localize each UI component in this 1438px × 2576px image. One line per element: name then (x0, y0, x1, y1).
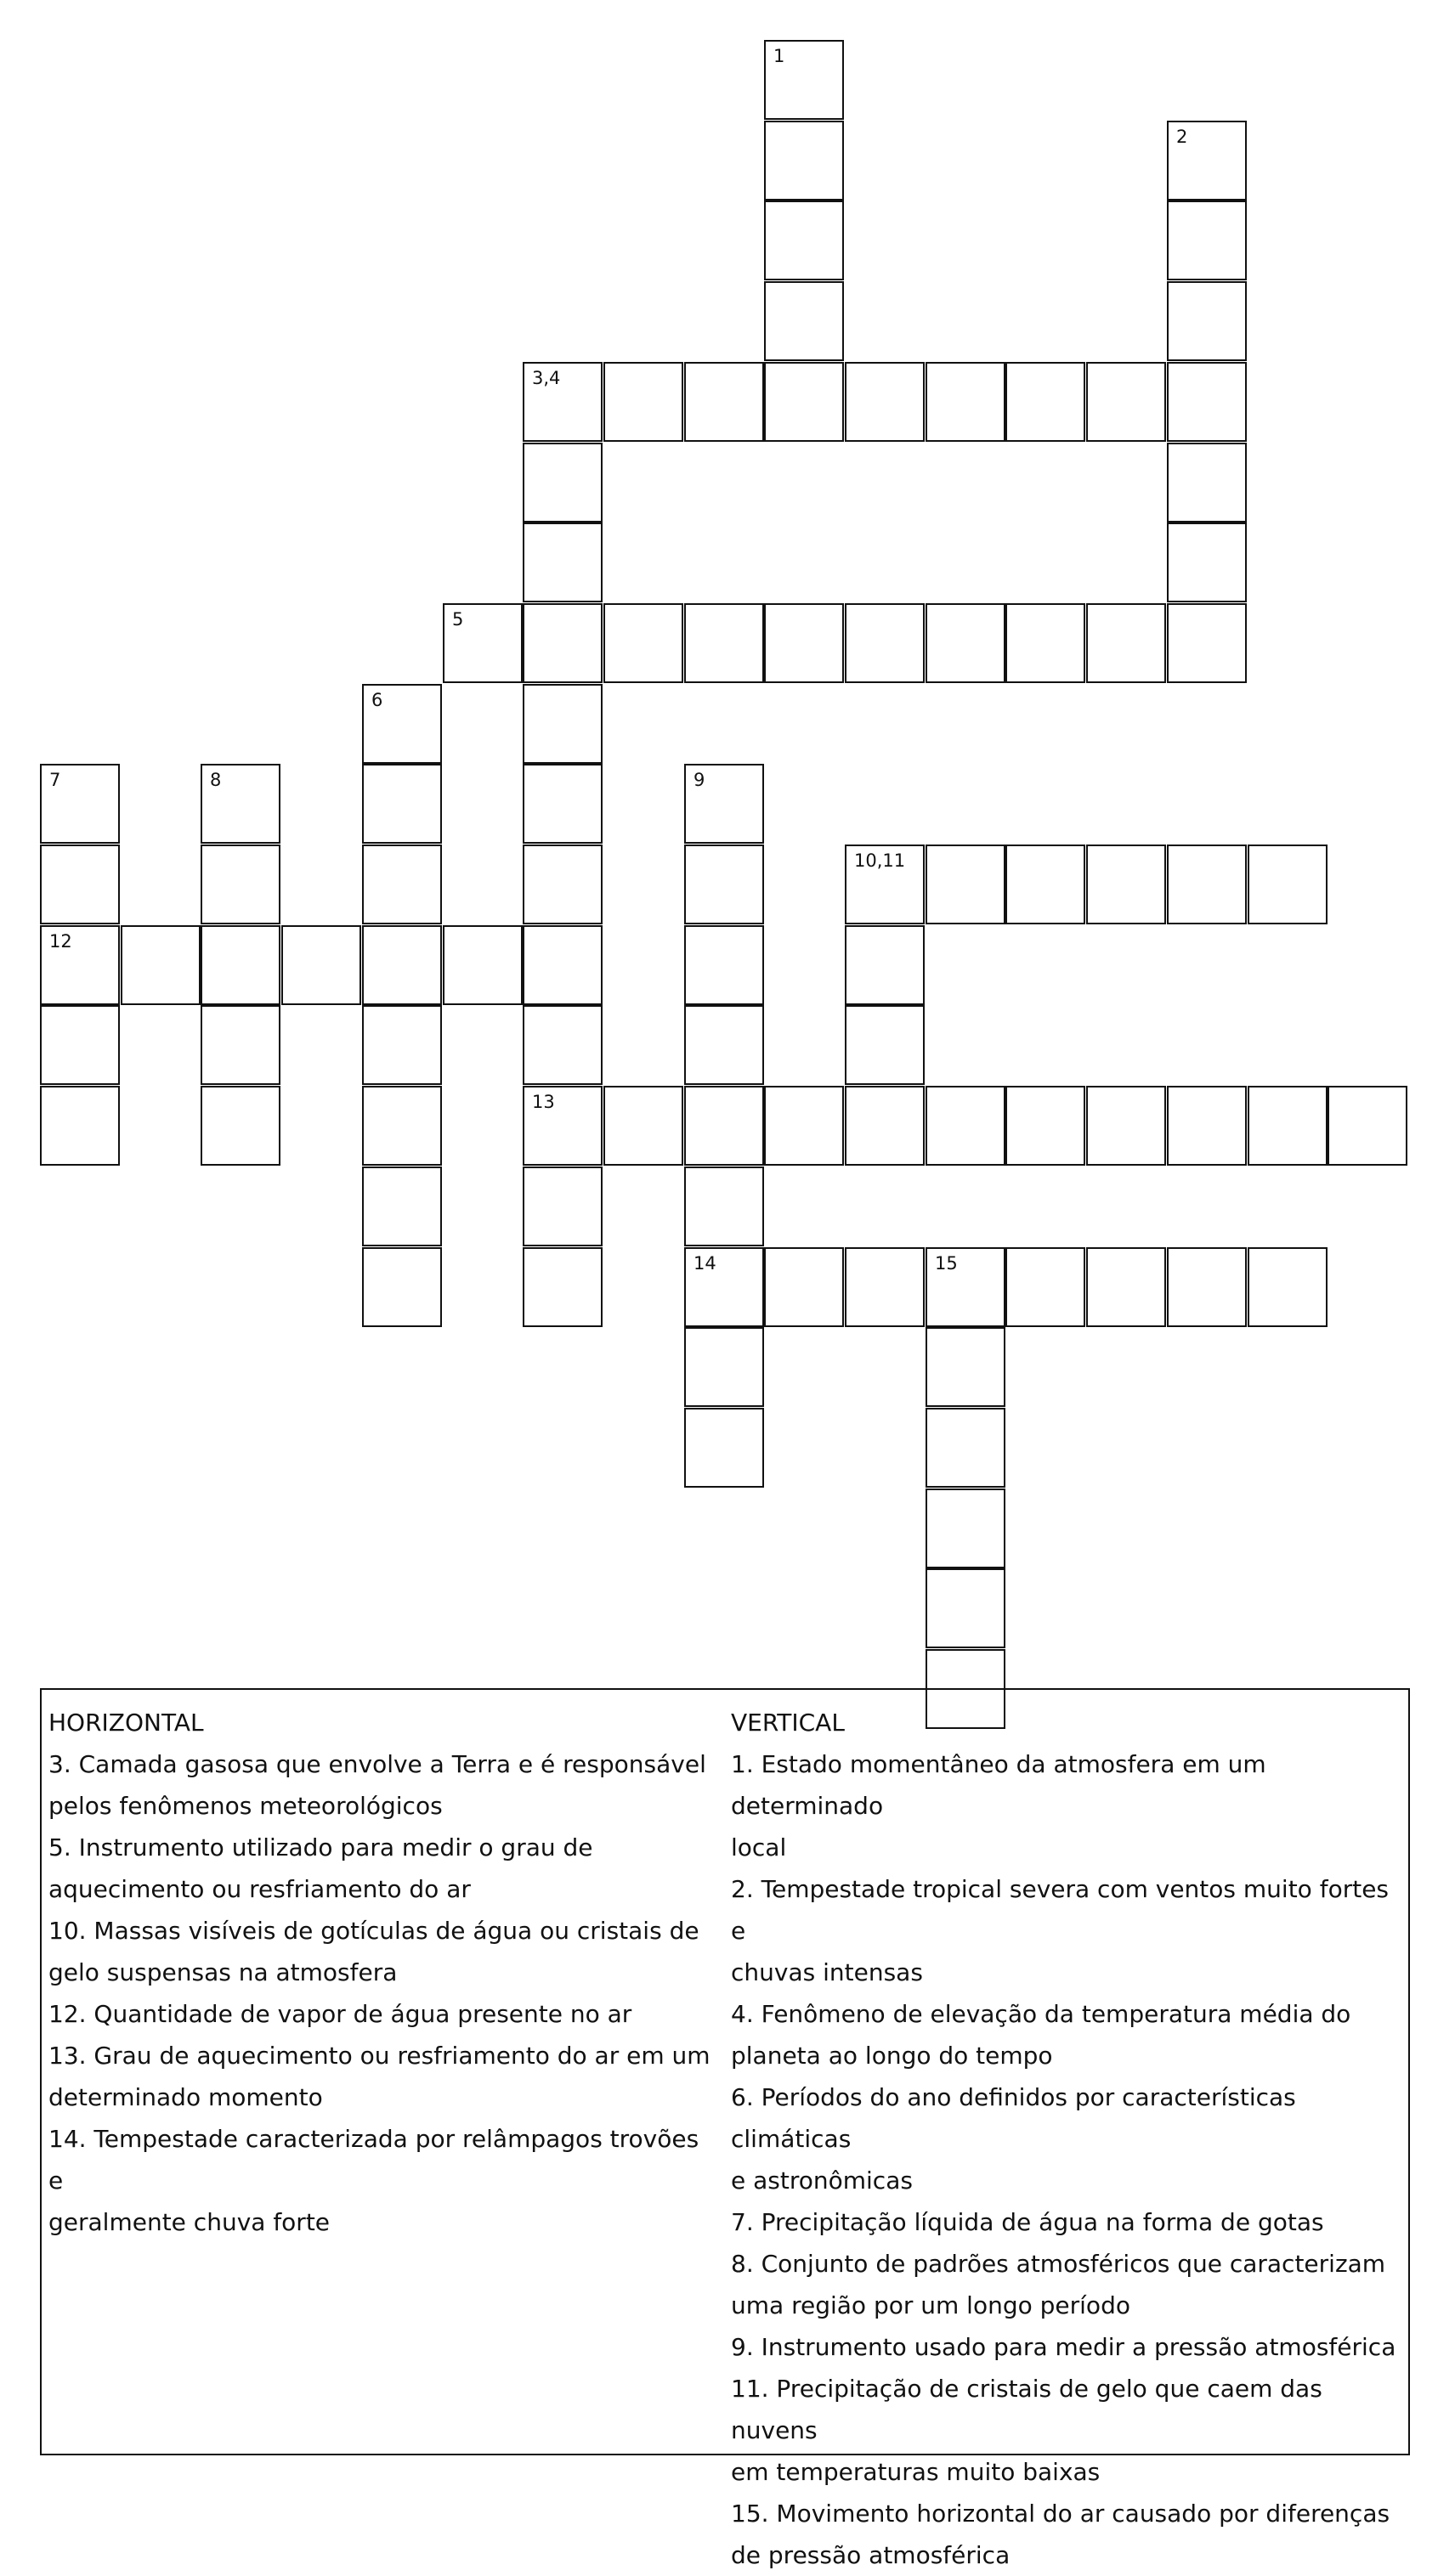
grid-cell[interactable] (523, 523, 603, 602)
horizontal-clues (48, 1702, 720, 2243)
grid-cell[interactable] (1086, 603, 1166, 683)
grid-cell[interactable] (845, 362, 925, 442)
grid-cell[interactable] (603, 362, 683, 442)
grid-cell[interactable] (523, 443, 603, 523)
grid-cell[interactable] (201, 845, 280, 924)
grid-cell[interactable] (40, 1086, 120, 1166)
grid-cell[interactable] (684, 362, 764, 442)
clue-h-3: 3. Camada gasosa que envolve a Terra e é responsável pelos fenômenos meteorológicos (48, 1750, 706, 1820)
grid-cell[interactable] (201, 764, 280, 844)
grid-cell[interactable] (201, 1005, 280, 1085)
clues-box (40, 1688, 1410, 2569)
clue-v-1: 1. Estado momentâneo da atmosfera em um determinado local (731, 1750, 1266, 1861)
grid-cell[interactable] (684, 1086, 764, 1166)
clue-v-2: 2. Tempestade tropical severa com ventos muito fortes e chuvas intensas (731, 1875, 1390, 1986)
clue-v-7: 7. Precipitação líquida de água na forma de gotas (731, 2208, 1324, 2236)
grid-cell[interactable] (684, 925, 764, 1005)
grid-cell[interactable] (926, 845, 1005, 924)
clue-number: 8 (210, 770, 222, 790)
grid-cell[interactable] (684, 1327, 764, 1407)
grid-cell[interactable] (362, 1247, 442, 1327)
clue-v-4: 4. Fenômeno de elevação da temperatura média do planeta ao longo do tempo (731, 2000, 1351, 2070)
clue-number: 5 (452, 609, 464, 630)
grid-cell[interactable] (1086, 1247, 1166, 1327)
grid-cell[interactable] (362, 684, 442, 764)
grid-cell[interactable] (764, 603, 844, 683)
grid-cell[interactable] (926, 603, 1005, 683)
grid-cell[interactable] (1167, 1086, 1247, 1166)
grid-cell[interactable] (1005, 603, 1085, 683)
grid-cell[interactable] (764, 281, 844, 361)
grid-cell[interactable] (684, 764, 764, 844)
grid-cell[interactable] (926, 1489, 1005, 1568)
clue-v-6: 6. Períodos do ano definidos por características climáticas e astronômicas (731, 2083, 1296, 2195)
clue-v-9: 9. Instrumento usado para medir a pressão atmosférica (731, 2333, 1396, 2361)
grid-cell[interactable] (523, 764, 603, 844)
grid-cell[interactable] (1086, 845, 1166, 924)
grid-cell[interactable] (684, 1167, 764, 1246)
grid-cell[interactable] (1248, 1086, 1328, 1166)
clue-h-5: 5. Instrumento utilizado para medir o grau de aquecimento ou resfriamento do ar (48, 1833, 593, 1903)
grid-cell[interactable] (1248, 1247, 1328, 1327)
grid-cell[interactable] (926, 1086, 1005, 1166)
grid-cell[interactable] (40, 764, 120, 844)
grid-cell[interactable] (443, 925, 523, 1005)
horizontal-title: HORIZONTAL (48, 1709, 204, 1737)
grid-cell[interactable] (845, 603, 925, 683)
grid-cell[interactable] (523, 845, 603, 924)
grid-cell[interactable] (1005, 1086, 1085, 1166)
vertical-clues (731, 1702, 1411, 2576)
grid-cell[interactable] (926, 1247, 1005, 1327)
grid-cell[interactable] (201, 925, 280, 1005)
grid-cell[interactable] (1167, 121, 1247, 201)
grid-cell[interactable] (523, 1086, 603, 1166)
clue-number: 1 (773, 46, 785, 66)
clue-number: 10,11 (854, 850, 906, 871)
grid-cell[interactable] (1086, 362, 1166, 442)
clue-v-8: 8. Conjunto de padrões atmosféricos que caracterizam uma região por um longo período (731, 2250, 1386, 2319)
grid-cell[interactable] (1167, 523, 1247, 602)
grid-cell[interactable] (684, 845, 764, 924)
clue-h-12: 12. Quantidade de vapor de água presente no ar (48, 2000, 632, 2028)
grid-cell[interactable] (845, 1086, 925, 1166)
grid-cell[interactable] (362, 1086, 442, 1166)
grid-cell[interactable] (1005, 1247, 1085, 1327)
grid-cell[interactable] (1005, 845, 1085, 924)
grid-cell[interactable] (1167, 1247, 1247, 1327)
grid-cell[interactable] (764, 40, 844, 120)
grid-cell[interactable] (40, 845, 120, 924)
grid-cell[interactable] (845, 1247, 925, 1327)
grid-cell[interactable] (1167, 603, 1247, 683)
grid-cell[interactable] (764, 1247, 844, 1327)
grid-cell[interactable] (523, 1247, 603, 1327)
grid-cell[interactable] (684, 603, 764, 683)
grid-cell[interactable] (845, 845, 925, 924)
clue-h-13: 13. Grau de aquecimento ou resfriamento do ar em um determinado momento (48, 2042, 711, 2111)
grid-cell[interactable] (1167, 362, 1247, 442)
grid-cell[interactable] (764, 1086, 844, 1166)
grid-cell[interactable] (523, 684, 603, 764)
grid-cell[interactable] (523, 1167, 603, 1246)
grid-cell[interactable] (201, 1086, 280, 1166)
grid-cell[interactable] (1005, 362, 1085, 442)
grid-cell[interactable] (362, 845, 442, 924)
grid-cell[interactable] (684, 1247, 764, 1327)
clue-number: 15 (935, 1253, 958, 1274)
clue-number: 2 (1176, 127, 1188, 147)
grid-cell[interactable] (1086, 1086, 1166, 1166)
clue-number: 7 (49, 770, 61, 790)
grid-cell[interactable] (1167, 201, 1247, 280)
grid-cell[interactable] (684, 1005, 764, 1085)
grid-cell[interactable] (764, 362, 844, 442)
clue-v-11: 11. Precipitação de cristais de gelo que caem das nuvens em temperaturas muito baixas (731, 2375, 1322, 2486)
grid-cell[interactable] (845, 925, 925, 1005)
grid-cell[interactable] (523, 1005, 603, 1085)
clue-h-10: 10. Massas visíveis de gotículas de água ou cristais de gelo suspensas na atmosfera (48, 1917, 699, 1986)
grid-cell[interactable] (523, 362, 603, 442)
grid-cell[interactable] (764, 121, 844, 201)
clue-v-15: 15. Movimento horizontal do ar causado por diferenças de pressão atmosférica (731, 2500, 1390, 2569)
grid-cell[interactable] (1167, 845, 1247, 924)
grid-cell[interactable] (362, 1167, 442, 1246)
grid-cell[interactable] (684, 1408, 764, 1488)
clue-number: 13 (532, 1092, 555, 1112)
grid-cell[interactable] (443, 603, 523, 683)
grid-cell[interactable] (603, 1086, 683, 1166)
grid-cell[interactable] (362, 764, 442, 844)
vertical-title: VERTICAL (731, 1709, 845, 1737)
grid-cell[interactable] (764, 201, 844, 280)
grid-cell[interactable] (1248, 845, 1328, 924)
clue-number: 6 (371, 690, 383, 710)
grid-cell[interactable] (926, 1327, 1005, 1407)
grid-cell[interactable] (281, 925, 361, 1005)
grid-cell[interactable] (523, 925, 603, 1005)
grid-cell[interactable] (40, 1005, 120, 1085)
grid-cell[interactable] (845, 1005, 925, 1085)
grid-cell[interactable] (121, 925, 201, 1005)
grid-cell[interactable] (1167, 443, 1247, 523)
grid-cell[interactable] (40, 925, 120, 1005)
grid-cell[interactable] (926, 362, 1005, 442)
grid-cell[interactable] (362, 925, 442, 1005)
grid-cell[interactable] (926, 1408, 1005, 1488)
grid-cell[interactable] (362, 1005, 442, 1085)
grid-cell[interactable] (523, 603, 603, 683)
grid-cell[interactable] (926, 1568, 1005, 1648)
grid-cell[interactable] (603, 603, 683, 683)
clue-h-14: 14. Tempestade caracterizada por relâmpagos trovões e geralmente chuva forte (48, 2125, 699, 2236)
clue-number: 12 (49, 931, 72, 952)
clue-number: 9 (694, 770, 705, 790)
grid-cell[interactable] (1167, 281, 1247, 361)
clue-number: 14 (694, 1253, 716, 1274)
grid-cell[interactable] (1328, 1086, 1407, 1166)
clue-number: 3,4 (532, 368, 561, 388)
